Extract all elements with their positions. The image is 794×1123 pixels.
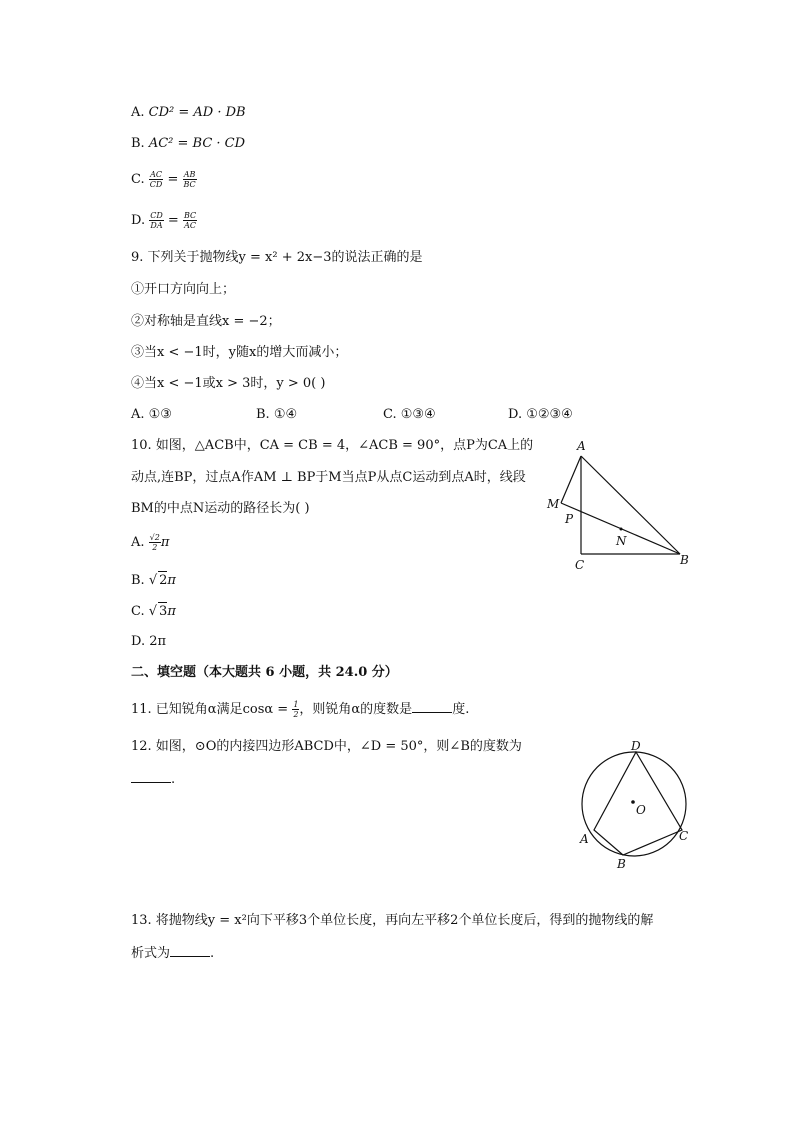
equals-sign: = — [167, 213, 179, 228]
option-label: A. — [131, 535, 145, 550]
option-label: A. — [131, 105, 145, 120]
q12-line-1: 12. 如图，⊙O的内接四边形ABCD中，∠D = 50°，则∠B的度数为 — [131, 739, 522, 754]
section-heading: 二、填空题（本大题共 6 小题，共 24.0 分） — [131, 665, 398, 680]
option-text: CD² = AD · DB — [148, 105, 246, 120]
fraction: $\frac{AC}{CD}$ — [149, 170, 163, 189]
answer-blank — [170, 944, 210, 957]
fraction: $\frac{√2}{2}$ — [149, 533, 160, 552]
pi-symbol: π — [167, 604, 176, 619]
q8-option-b — [131, 135, 245, 153]
fraction: $\frac{BC}{AC}$ — [183, 211, 197, 230]
q10-line-3: BM的中点N运动的路径长为( ) — [131, 501, 310, 516]
label-c: C — [575, 558, 585, 572]
q9-statement-4: ④当x < −1或x > 3时，y > 0( ) — [131, 376, 326, 391]
pi-symbol: π — [167, 573, 176, 588]
option-label: B. — [131, 136, 145, 151]
option-label: C. — [131, 604, 145, 619]
q11-line — [131, 700, 469, 719]
q9-statement-2: ②对称轴是直线x = −2； — [131, 314, 281, 329]
q9-statement-3: ③当x < −1时，y随x的增大而减小； — [131, 345, 348, 360]
radicand: 2 — [159, 573, 168, 588]
q8-option-d — [131, 211, 197, 230]
equals-sign: = — [167, 172, 179, 187]
q12-circle-figure — [572, 736, 702, 876]
q10-line-2: 动点,连BP，过点A作AM ⊥ BP于M当点P从点C运动到点A时，线段 — [131, 470, 526, 485]
q9-option-b: B. ①④ — [256, 407, 298, 422]
q12-text-end: . — [171, 772, 176, 787]
label-o: O — [636, 803, 646, 817]
q10-triangle-figure — [540, 432, 700, 580]
center-o — [631, 800, 635, 804]
fraction: $\frac{AB}{BC}$ — [183, 170, 196, 189]
label-a: A — [577, 439, 586, 453]
q9-option-c: C. ①③④ — [383, 407, 436, 422]
option-label: D. — [131, 213, 146, 228]
q9-statement-1: ①开口方向向上； — [131, 282, 236, 297]
q13-text-end: . — [210, 946, 215, 961]
q10-line-1: 10. 如图，△ACB中，CA = CB = 4，∠ACB = 90°，点P为CA上的 — [131, 438, 534, 453]
segment-ab — [581, 456, 680, 554]
label-a: A — [580, 832, 589, 846]
fraction: $\frac{1}{2}$ — [293, 700, 299, 719]
label-d: D — [631, 739, 641, 753]
label-b: B — [617, 857, 626, 871]
circle-o — [582, 752, 689, 856]
answer-blank — [131, 770, 171, 783]
q11-text-start: 11. 已知锐角α满足cosα = — [131, 702, 293, 717]
q9-option-d: D. ①②③④ — [508, 407, 573, 422]
option-label: B. — [131, 573, 145, 588]
option-label: C. — [131, 172, 145, 187]
fraction: $\frac{CD}{DA}$ — [150, 211, 163, 230]
q11-text-middle: ，则锐角α的度数是 — [299, 702, 413, 717]
q10-option-c: C. √ 3π — [131, 604, 176, 619]
q10-option-b: B. √ 2π — [131, 573, 176, 588]
label-b: B — [680, 553, 689, 567]
answer-blank — [412, 700, 452, 713]
q10-option-d: D. 2π — [131, 634, 167, 649]
label-c: C — [679, 829, 689, 843]
q13-text-start: 析式为 — [131, 946, 171, 961]
q13-line-2 — [131, 944, 214, 963]
point-n — [620, 528, 623, 531]
q12-line-2 — [131, 770, 175, 789]
segment-am — [561, 456, 581, 503]
q10-option-a — [131, 533, 169, 552]
q8-option-c — [131, 170, 197, 189]
label-m: M — [547, 497, 560, 511]
option-text: AC² = BC · CD — [148, 136, 246, 151]
label-n: N — [616, 534, 627, 548]
q8-option-a — [131, 104, 246, 122]
q11-text-end: 度. — [452, 702, 470, 717]
q13-line-1: 13. 将抛物线y = x²向下平移3个单位长度，再向左平移2个单位长度后，得到的抛物线的解 — [131, 913, 654, 928]
pi-symbol: π — [160, 535, 170, 550]
radicand: 3 — [159, 604, 168, 619]
label-p: P — [565, 512, 574, 526]
q9-option-a: A. ①③ — [131, 407, 172, 422]
q9-stem: 9. 下列关于抛物线y = x² + 2x−3的说法正确的是 — [131, 250, 423, 265]
